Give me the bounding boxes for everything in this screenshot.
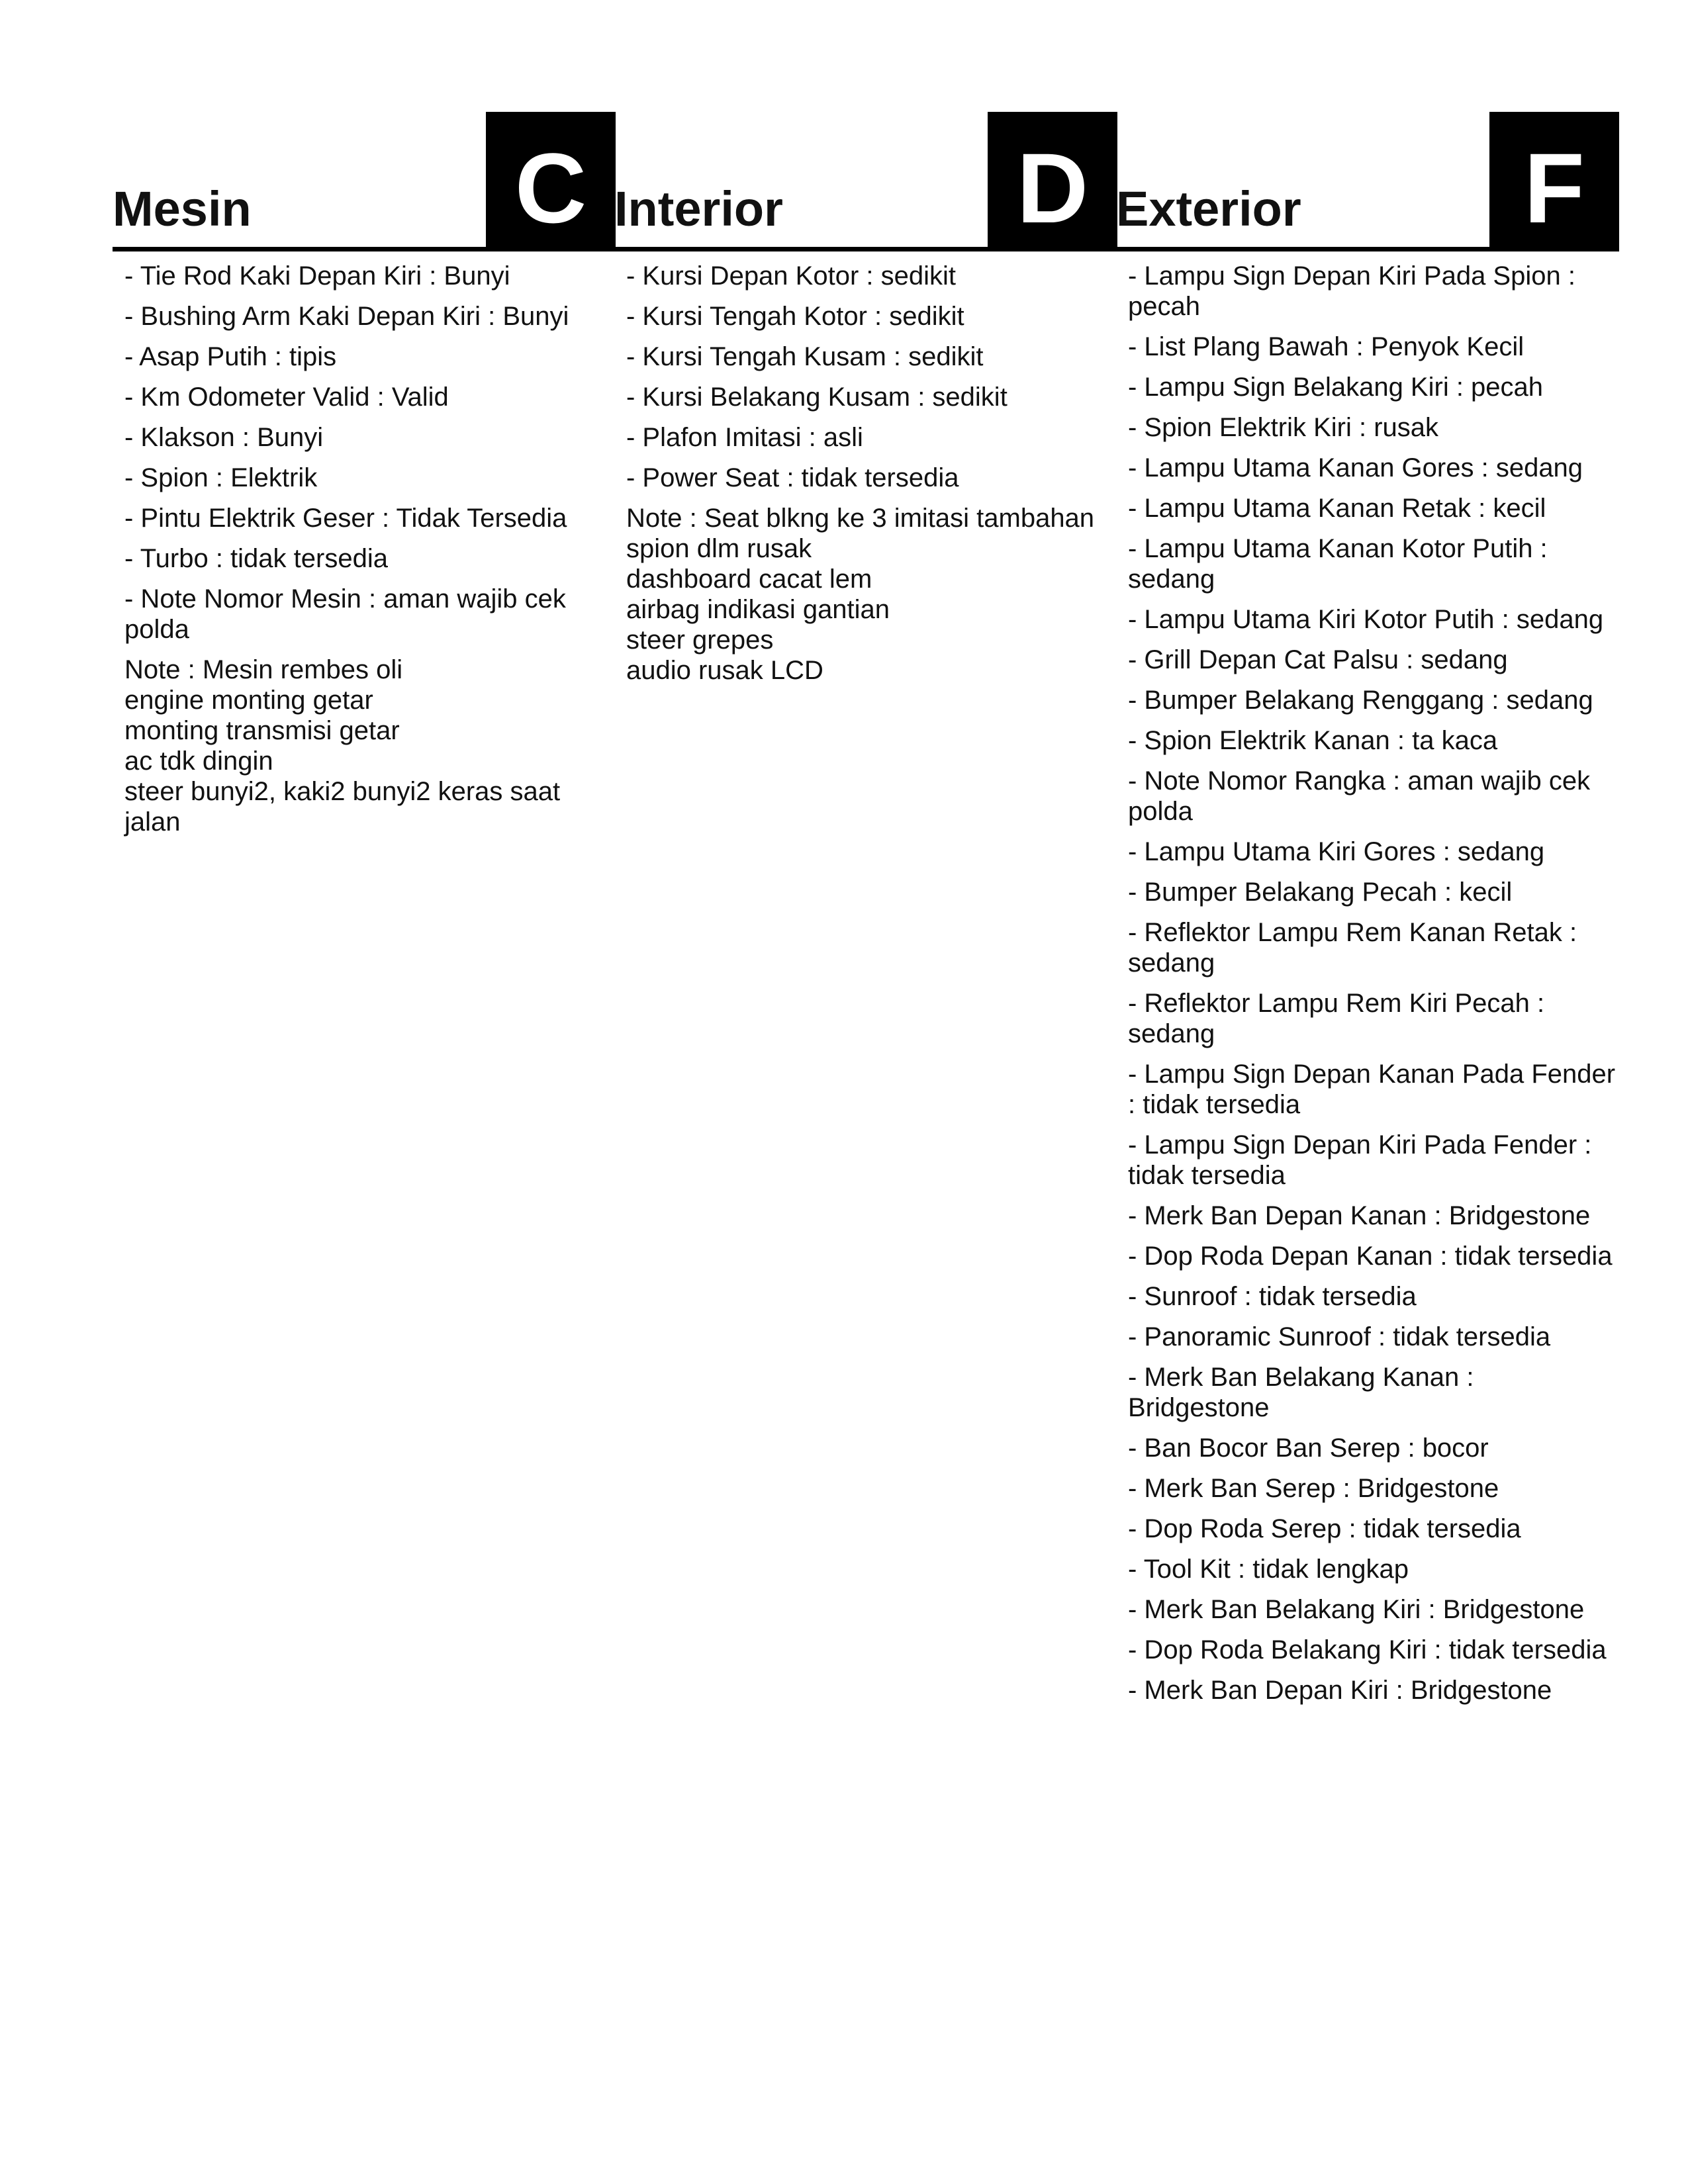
- list-item: - Kursi Depan Kotor : sedikit: [626, 261, 956, 291]
- list-item: - Merk Ban Serep : Bridgestone: [1128, 1474, 1499, 1503]
- grade-badge: C: [486, 112, 616, 247]
- section-title: Mesin: [113, 181, 252, 236]
- section-header: [113, 108, 616, 251]
- list-item: - Lampu Sign Belakang Kiri : pecah: [1128, 373, 1544, 402]
- list-item: - Dop Roda Depan Kanan : tidak tersedia: [1128, 1242, 1613, 1271]
- list-item: - Asap Putih : tipis: [124, 342, 337, 371]
- section-note: Note : Mesin rembes oli engine monting getar monting transmisi getar ac tdk dingin steer bunyi2, kaki2 bunyi2 keras saat jalan: [124, 655, 561, 837]
- list-item: - Lampu Utama Kanan Kotor Putih : sedang: [1128, 534, 1548, 594]
- grade-badge: D: [988, 112, 1117, 247]
- list-item: - Dop Roda Serep : tidak tersedia: [1128, 1514, 1521, 1543]
- list-item: - Kursi Belakang Kusam : sedikit: [626, 383, 1008, 412]
- list-item: - Power Seat : tidak tersedia: [626, 463, 959, 492]
- item-list: [1116, 251, 1619, 1706]
- list-item: - Sunroof : tidak tersedia: [1128, 1282, 1417, 1311]
- section-title: Exterior: [1116, 181, 1301, 236]
- list-item: - Lampu Sign Depan Kiri Pada Spion : pecah: [1128, 261, 1575, 321]
- list-item: - Lampu Utama Kanan Gores : sedang: [1128, 453, 1583, 482]
- list-item: - Plafon Imitasi : asli: [626, 423, 863, 452]
- list-item: - List Plang Bawah : Penyok Kecil: [1128, 332, 1524, 361]
- list-item: - Lampu Sign Depan Kiri Pada Fender : tidak tersedia: [1128, 1130, 1592, 1190]
- list-item: - Note Nomor Mesin : aman wajib cek polda: [124, 584, 566, 644]
- list-item: - Ban Bocor Ban Serep : bocor: [1128, 1433, 1489, 1463]
- list-item: - Lampu Sign Depan Kanan Pada Fender : tidak tersedia: [1128, 1060, 1616, 1119]
- list-item: - Reflektor Lampu Rem Kiri Pecah : sedang: [1128, 989, 1545, 1048]
- item-list: [614, 251, 1117, 493]
- list-item: - Bushing Arm Kaki Depan Kiri : Bunyi: [124, 302, 569, 331]
- section-header: [1116, 108, 1619, 251]
- list-item: - Merk Ban Belakang Kanan : Bridgestone: [1128, 1363, 1474, 1422]
- list-item: - Lampu Utama Kiri Kotor Putih : sedang: [1128, 605, 1604, 634]
- list-item: - Km Odometer Valid : Valid: [124, 383, 449, 412]
- list-item: - Lampu Utama Kiri Gores : sedang: [1128, 837, 1545, 866]
- list-item: - Turbo : tidak tersedia: [124, 544, 388, 573]
- section-mesin: [113, 108, 616, 837]
- section-title: Interior: [614, 181, 783, 236]
- section-exterior: [1116, 108, 1619, 1715]
- section-note: Note : Seat blkng ke 3 imitasi tambahan spion dlm rusak dashboard cacat lem airbag indikasi gantian steer grepes audio rusak LCD: [626, 504, 1095, 685]
- list-item: - Merk Ban Depan Kiri : Bridgestone: [1128, 1676, 1552, 1705]
- list-item: - Merk Ban Belakang Kiri : Bridgestone: [1128, 1595, 1585, 1624]
- list-item: - Panoramic Sunroof : tidak tersedia: [1128, 1322, 1551, 1351]
- section-header: [614, 108, 1117, 251]
- list-item: - Pintu Elektrik Geser : Tidak Tersedia: [124, 504, 567, 533]
- list-item: - Tool Kit : tidak lengkap: [1128, 1555, 1409, 1584]
- item-list: [113, 251, 616, 645]
- list-item: - Grill Depan Cat Palsu : sedang: [1128, 645, 1508, 674]
- list-item: - Reflektor Lampu Rem Kanan Retak : sedang: [1128, 918, 1577, 978]
- list-item: - Kursi Tengah Kotor : sedikit: [626, 302, 964, 331]
- list-item: - Spion : Elektrik: [124, 463, 318, 492]
- list-item: - Bumper Belakang Pecah : kecil: [1128, 878, 1513, 907]
- list-item: - Spion Elektrik Kanan : ta kaca: [1128, 726, 1498, 755]
- list-item: - Spion Elektrik Kiri : rusak: [1128, 413, 1439, 442]
- list-item: - Kursi Tengah Kusam : sedikit: [626, 342, 984, 371]
- list-item: - Bumper Belakang Renggang : sedang: [1128, 686, 1593, 715]
- list-item: - Tie Rod Kaki Depan Kiri : Bunyi: [124, 261, 510, 291]
- list-item: - Dop Roda Belakang Kiri : tidak tersedia: [1128, 1635, 1607, 1664]
- grade-badge: F: [1489, 112, 1619, 247]
- list-item: - Merk Ban Depan Kanan : Bridgestone: [1128, 1201, 1591, 1230]
- list-item: - Note Nomor Rangka : aman wajib cek polda: [1128, 766, 1591, 826]
- list-item: - Lampu Utama Kanan Retak : kecil: [1128, 494, 1546, 523]
- list-item: - Klakson : Bunyi: [124, 423, 324, 452]
- section-interior: [614, 108, 1117, 686]
